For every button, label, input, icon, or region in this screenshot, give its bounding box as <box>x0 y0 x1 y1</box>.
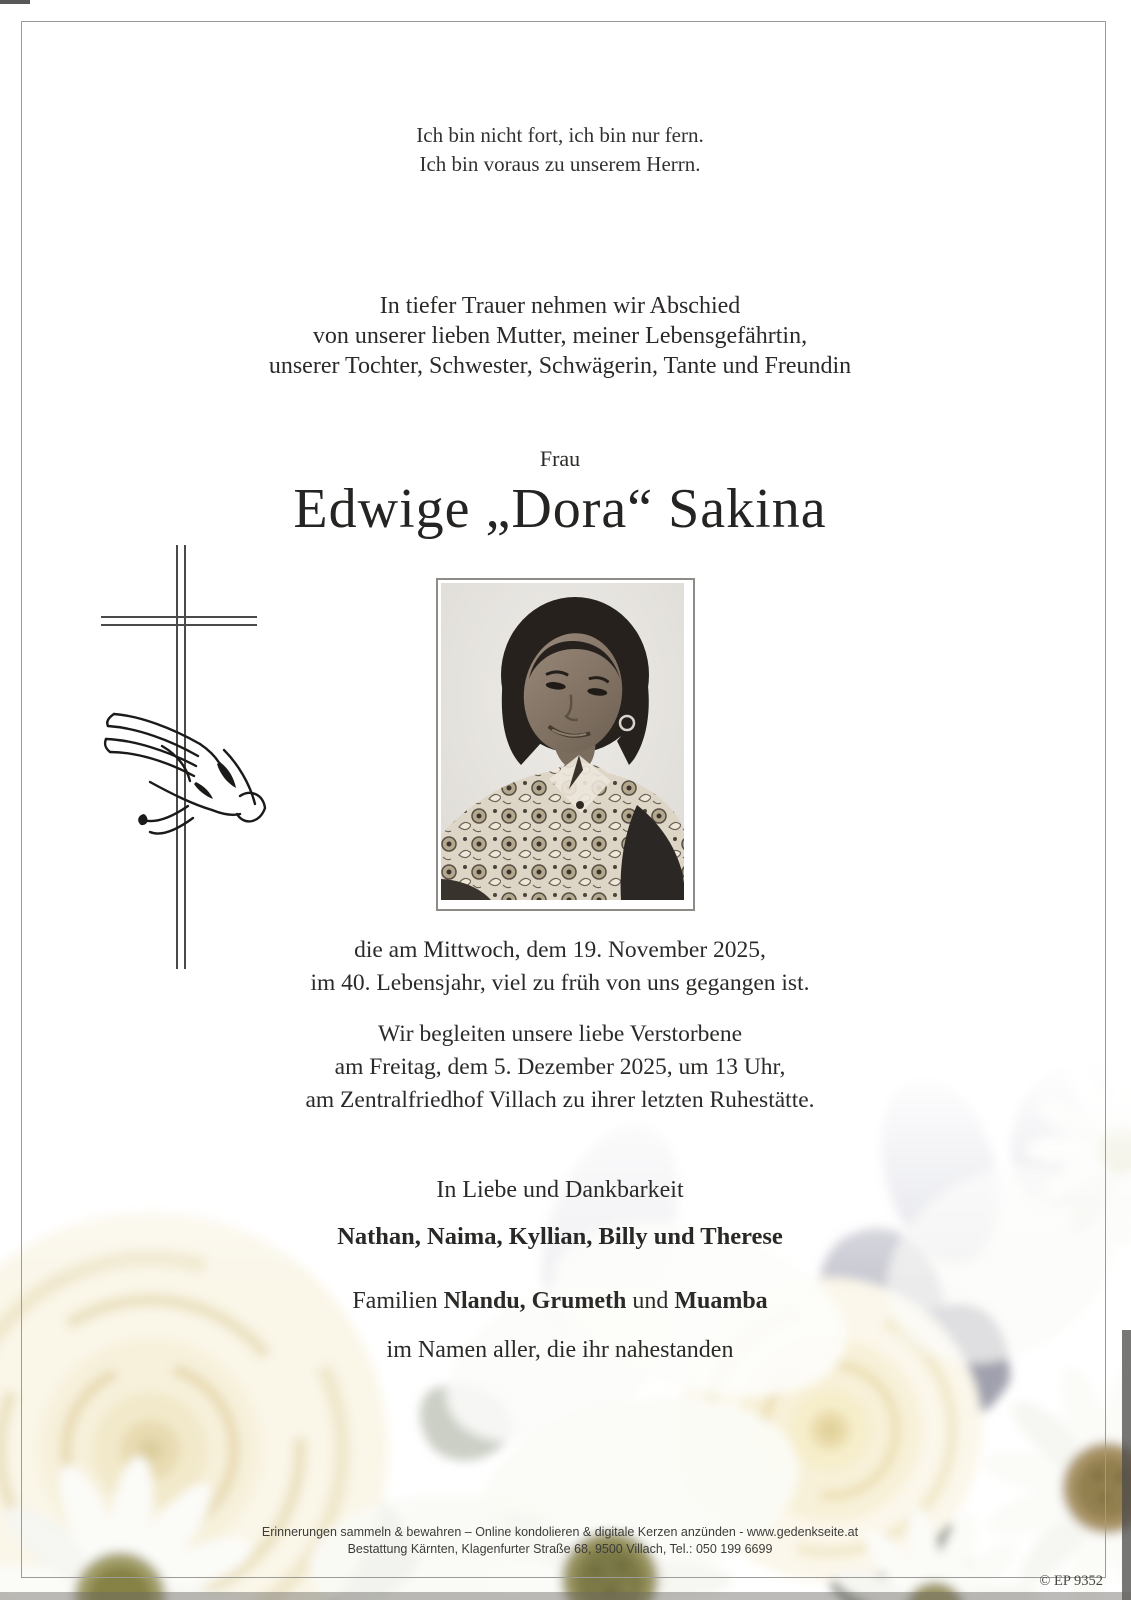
intro-line: unserer Tochter, Schwester, Schwägerin, Tante und Freundin <box>268 353 852 379</box>
families-prefix: Familien <box>352 1288 438 1314</box>
family-name: Muamba <box>674 1288 768 1314</box>
footer-line: Erinnerungen sammeln & bewahren – Online kondolieren & digitale Kerzen anzünden - www.gedenkseite.at <box>261 1525 859 1539</box>
memorial-verse <box>0 121 1120 179</box>
mourning-intro <box>0 291 1120 381</box>
portrait-photo <box>436 578 695 911</box>
on-behalf-line: im Namen aller, die ihr nahestanden <box>386 1337 734 1363</box>
salutation: Frau <box>539 446 581 471</box>
verse-line: Ich bin voraus zu unserem Herrn. <box>419 152 701 176</box>
verse-line: Ich bin nicht fort, ich bin nur fern. <box>416 123 704 147</box>
death-info <box>0 934 1120 1000</box>
death-line: die am Mittwoch, dem 19. November 2025, <box>354 937 766 963</box>
footer-line: Bestattung Kärnten, Klagenfurter Straße 68, 9500 Villach, Tel.: 050 199 6699 <box>347 1542 773 1556</box>
closing-phrase: In Liebe und Dankbarkeit <box>436 1177 684 1203</box>
intro-line: In tiefer Trauer nehmen wir Abschied <box>379 293 741 319</box>
families-conjunction: und <box>632 1288 669 1314</box>
scan-artifact <box>0 0 30 4</box>
funeral-line: am Freitag, dem 5. Dezember 2025, um 13 Uhr, <box>334 1054 786 1080</box>
print-code: © EP 9352 <box>1039 1573 1103 1589</box>
intro-line: von unserer lieben Mutter, meiner Lebensgefährtin, <box>312 323 808 349</box>
praying-hands-icon <box>92 686 270 844</box>
funeral-home-footer <box>0 1524 1120 1558</box>
deceased-name: Edwige „Dora“ Sakina <box>293 478 827 540</box>
death-line: im 40. Lebensjahr, viel zu früh von uns gegangen ist. <box>310 970 810 996</box>
funeral-line: Wir begleiten unsere liebe Verstorbene <box>377 1021 743 1047</box>
funeral-line: am Zentralfriedhof Villach zu ihrer letzten Ruhestätte. <box>305 1087 815 1113</box>
mourners-names: Nathan, Naima, Kyllian, Billy und Therese <box>337 1223 783 1250</box>
families-line <box>0 1288 1120 1315</box>
cross-icon <box>101 616 257 626</box>
funeral-info <box>0 1018 1120 1117</box>
family-name: Nlandu, Grumeth <box>443 1288 627 1314</box>
